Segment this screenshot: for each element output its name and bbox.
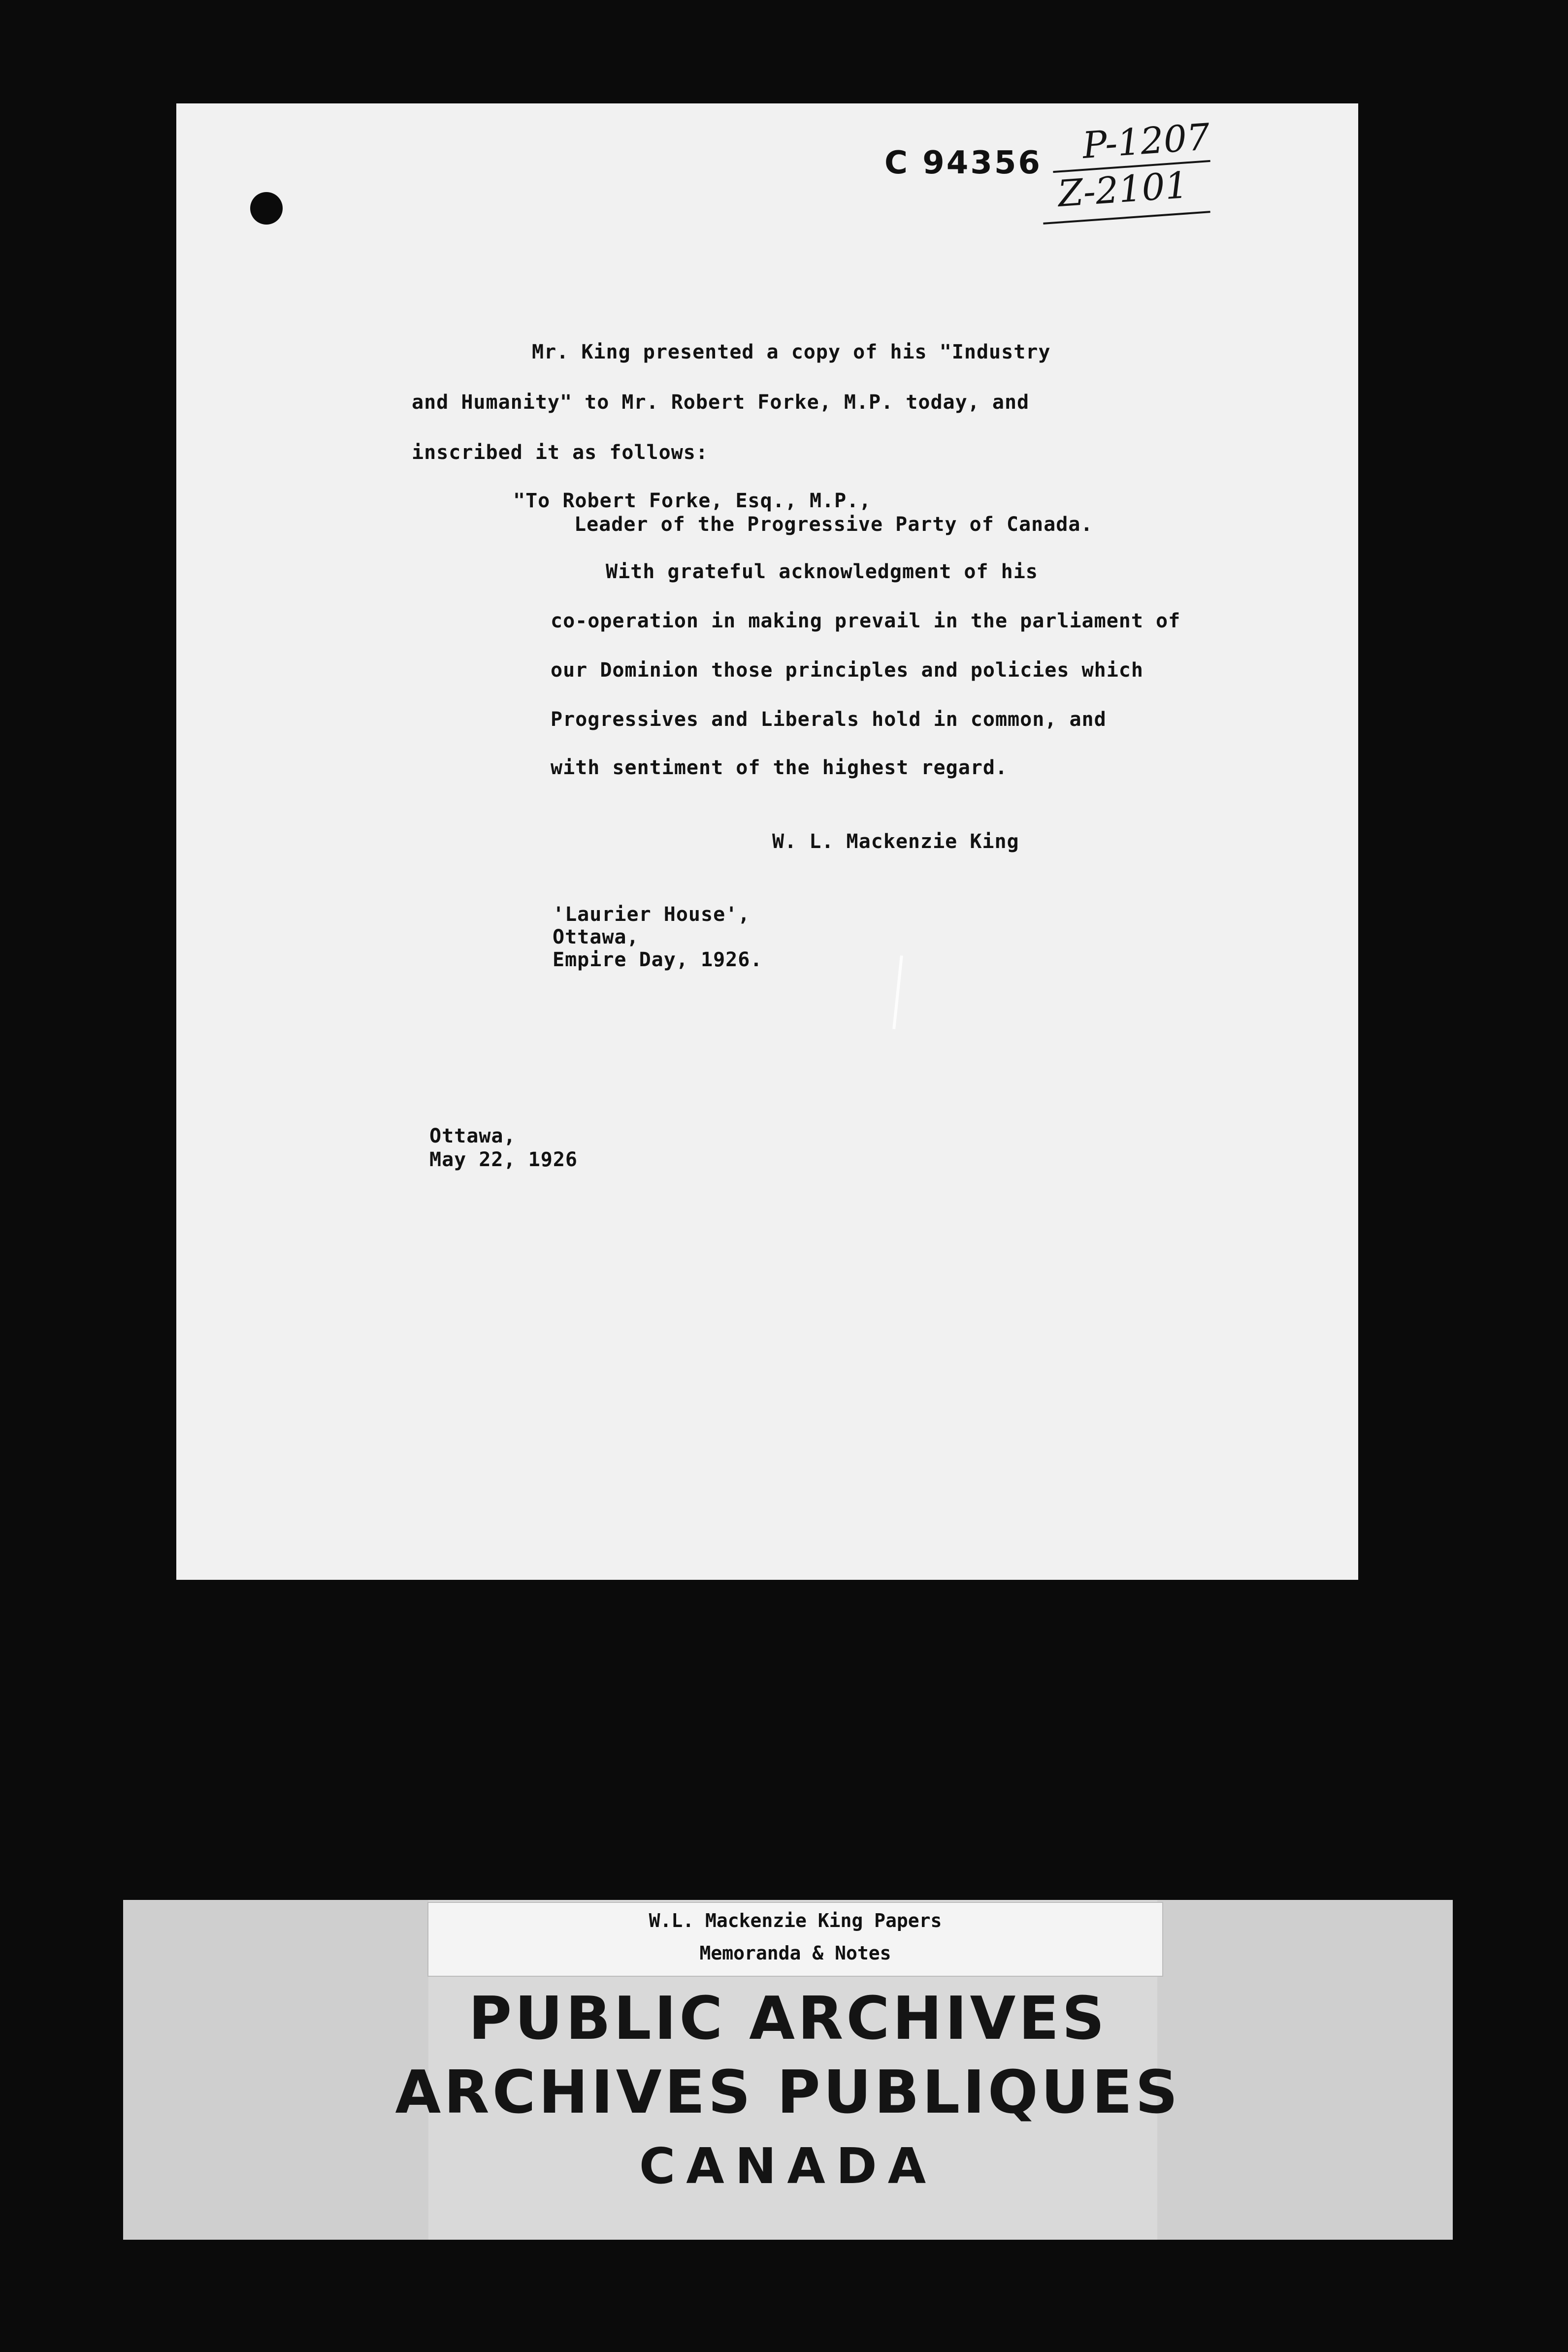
inscription-line-3: With grateful acknowledgment of his [606, 560, 1038, 583]
address-line-3: Empire Day, 1926. [553, 948, 763, 971]
collection-tape [427, 1902, 1163, 1977]
memo-line-1: Mr. King presented a copy of his "Industry [532, 341, 1051, 363]
archives-english: PUBLIC ARCHIVES [468, 1985, 1108, 2053]
collection-name: W.L. Mackenzie King Papers [649, 1910, 942, 1931]
handwritten-ref-1: P-1207 [1081, 116, 1211, 167]
inscription-line-2: Leader of the Progressive Party of Canada. [574, 513, 1093, 536]
memo-line-2: and Humanity" to Mr. Robert Forke, M.P. today, and [412, 391, 1030, 414]
handwritten-ref-2: Z-2101 [1056, 163, 1190, 216]
address-line-1: 'Laurier House', [553, 903, 751, 926]
dateline-line-1: Ottawa, [429, 1125, 516, 1147]
series-name: Memoranda & Notes [699, 1942, 891, 1964]
document-page [176, 103, 1358, 1580]
punch-hole [250, 192, 283, 225]
signature: W. L. Mackenzie King [772, 830, 1019, 853]
memo-line-3: inscribed it as follows: [412, 441, 708, 464]
archives-french: ARCHIVES PUBLIQUES [395, 2058, 1181, 2127]
inscription-line-7: with sentiment of the highest regard. [551, 756, 1008, 779]
inscription-line-4: co-operation in making prevail in the parliament of [551, 610, 1181, 632]
inscription-line-6: Progressives and Liberals hold in common, and [551, 708, 1107, 731]
archive-number-stamp: C 94356 [884, 145, 1042, 181]
archives-country: CANADA [639, 2137, 937, 2195]
scratch-mark [892, 955, 903, 1029]
inscription-line-5: our Dominion those principles and policies which [551, 659, 1143, 682]
dateline-line-2: May 22, 1926 [429, 1148, 578, 1171]
inscription-line-1: "To Robert Forke, Esq., M.P., [513, 490, 872, 512]
address-line-2: Ottawa, [553, 926, 639, 948]
